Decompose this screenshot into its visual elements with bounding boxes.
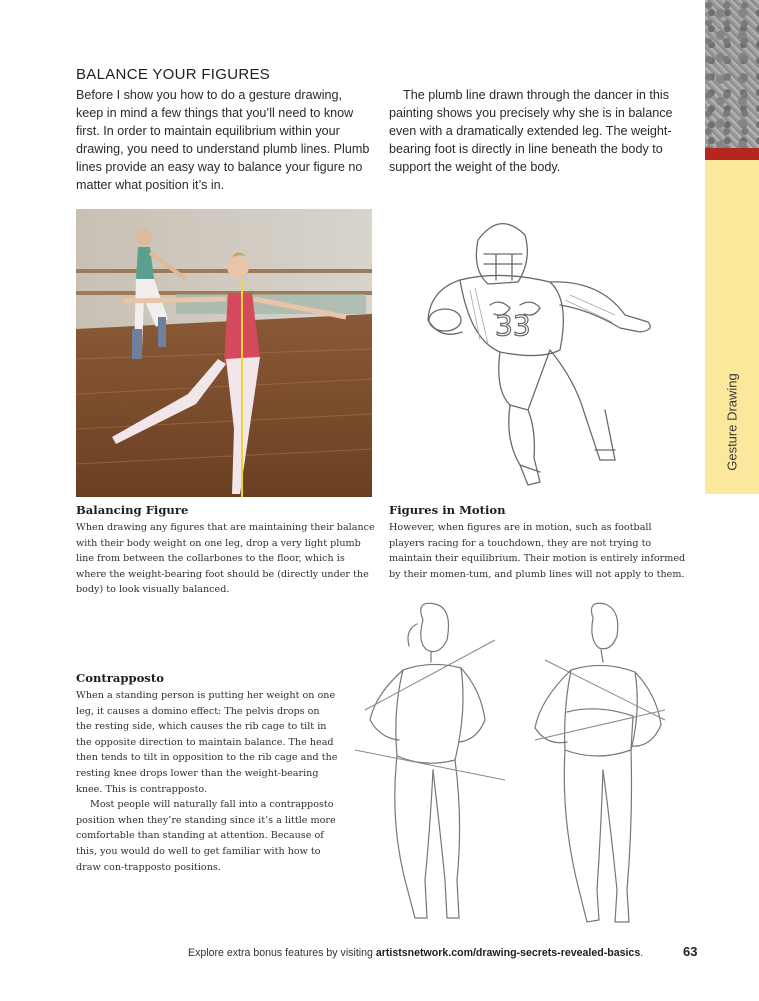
- intro-paragraph-left: Before I show you how to do a gesture drawing, keep in mind a few things that you’ll need to know first. In order to maintain equilibrium within your drawing, you need to understand plumb lines. Plumb lines provide an easy way to balance your figure no matter what position it’s in.: [76, 88, 370, 192]
- ballet-dancer-painting: [76, 209, 372, 497]
- balancing-figure-title: Balancing Figure: [76, 503, 189, 517]
- jersey-number: 33: [495, 309, 531, 342]
- footer-url-link[interactable]: artistsnetwork.com/drawing-secrets-revealed-basics: [375, 947, 641, 959]
- figures-in-motion-title: Figures in Motion: [389, 503, 506, 517]
- contrapposto-paragraph-1: When a standing person is putting her weight on one leg, it causes a domino effect: The pelvis drops on the resting side, which causes the rib cage to tilt in the opposite direction to maintain balance. The head then tends to tilt in opposition to the rib cage and the resting knee drops lower than the weight-bearing knee. This is contrapposto.: [76, 690, 338, 795]
- footer-note: [188, 947, 643, 959]
- figures-in-motion-caption: However, when figures are in motion, such as football players racing for a touchdown, they are not trying to maintain their equilibrium. Their motion is entirely informed by their momen-tum, and plumb lines will not apply to them.: [389, 522, 686, 580]
- contrapposto-caption: [76, 688, 338, 875]
- side-tab-red-band: [705, 148, 759, 160]
- contrapposto-figures-sketch: [335, 600, 690, 932]
- section-heading: BALANCE YOUR FIGURES: [76, 66, 271, 83]
- intro-paragraph-right: The plumb line drawn through the dancer in this painting shows you precisely why she is in balance even with a dramatically extended leg. The weight-bearing foot is directly in line beneath the body to support the weight of the body.: [389, 88, 673, 174]
- footer-prefix: Explore extra bonus features by visiting: [188, 947, 376, 959]
- footer-suffix: .: [640, 947, 644, 959]
- side-tab-label-container: [705, 160, 759, 494]
- balancing-figure-caption: When drawing any figures that are maintaining their balance with their body weight on one leg, drop a very light plumb line from between the collarbones to the floor, which is where the weight-bearing foot should be (directly under the body) to look visually balanced.: [76, 522, 375, 596]
- football-player-sketch: [400, 210, 675, 495]
- page-number: 63: [683, 944, 698, 959]
- side-tab-label: Gesture Drawing: [724, 373, 740, 471]
- contrapposto-title: Contrapposto: [76, 671, 164, 685]
- contrapposto-paragraph-2: Most people will naturally fall into a contrapposto position when they’re standing since it’s a little more comfortable than standing at attention. Because of this, you would do well to get familiar with how to draw con-trapposto positions.: [76, 799, 336, 873]
- side-tab-texture: [705, 0, 759, 148]
